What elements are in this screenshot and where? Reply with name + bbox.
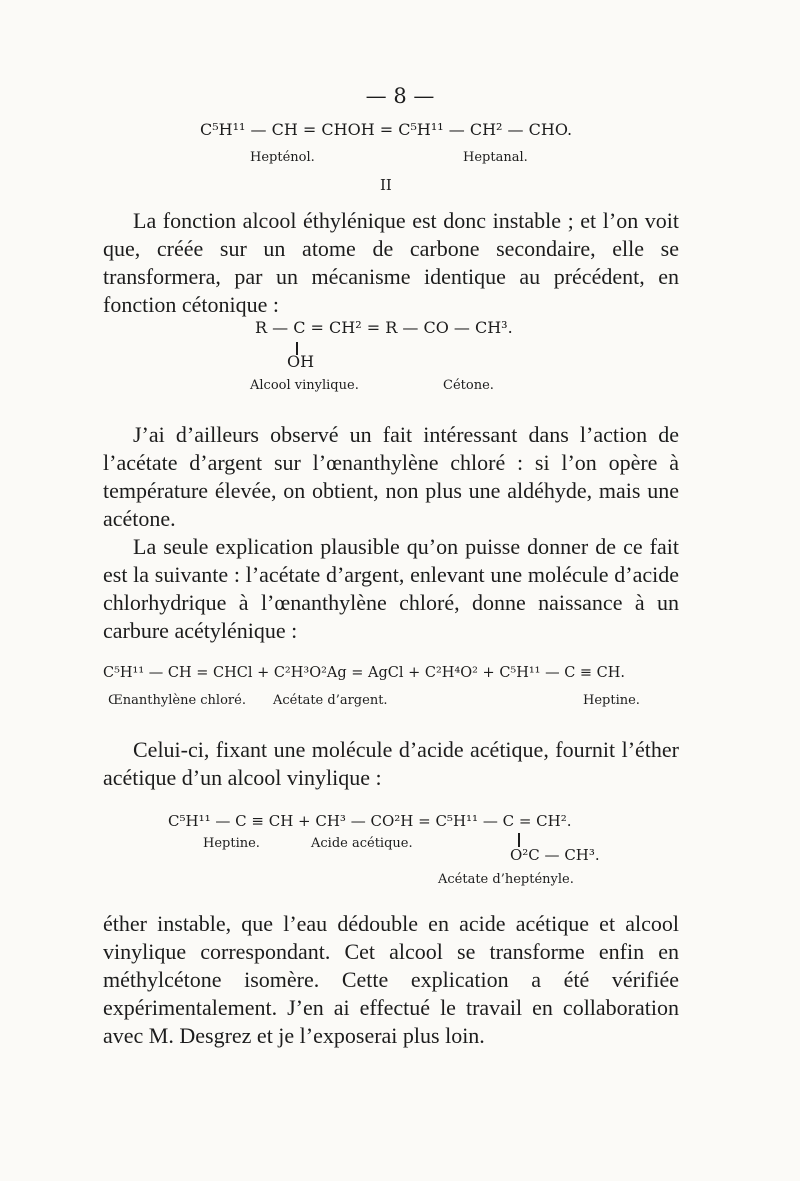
substituent-oh: OH (287, 352, 315, 371)
label-heptine: Heptine. (583, 693, 640, 708)
equation-alcool-vinylique-cetone: R — C = CH² = R — CO — CH³. (255, 318, 513, 337)
paragraph-observation: J’ai d’ailleurs observé un fait intéressant dans l’action de l’acétate d’argent sur l’œnanthylène chloré : si l’on opère à température élevée, on obtient, non plus une aldéhyde, mais une acétone. (103, 422, 679, 531)
equation-heptine-formation: C⁵H¹¹ — CH = CHCl + C²H³O²Ag = AgCl + C²H⁴O² + C⁵H¹¹ — C ≡ CH. (103, 665, 626, 681)
paragraph-ether-instable: éther instable, que l’eau dédouble en acide acétique et alcool vinylique correspondant. Cet alcool se transforme enfin en méthylcétone isomère. Cette explication a été vérifiée expérimentalement. J’en ai effectué le travail en collaboration avec M. Desgrez et je l’exposerai plus loin. (103, 911, 679, 1048)
label-heptenol: Hepténol. (250, 150, 315, 165)
section-roman-numeral: II (380, 176, 392, 194)
paragraph-fonction-alcool: La fonction alcool éthylénique est donc instable ; et l’on voit que, créée sur un atome de carbone secondaire, elle se transformera, par un mécanisme identique au précédent, en fonction cétonique : (103, 208, 679, 317)
label-acide-acetique: Acide acétique. (311, 836, 413, 851)
label-heptanal: Heptanal. (463, 150, 528, 165)
label-oenanthylene-chlore: Œnanthylène chloré. (108, 693, 246, 708)
equation-acetate-heptenyle: C⁵H¹¹ — C ≡ CH + CH³ — CO²H = C⁵H¹¹ — C = CH². (168, 812, 572, 830)
paragraph-explication: La seule explication plausible qu’on puisse donner de ce fait est la suivante : l’acétate d’argent, enlevant une molécule d’acide chlorhydrique à l’œnanthylène chloré, donne naissance à un carbure acétylénique : (103, 534, 679, 643)
equation-heptenol-heptanal: C⁵H¹¹ — CH = CHOH = C⁵H¹¹ — CH² — CHO. (200, 120, 573, 139)
paragraph-celui-ci: Celui-ci, fixant une molécule d’acide acétique, fournit l’éther acétique d’un alcool vinylique : (103, 737, 679, 790)
page-number: — 8 — (365, 84, 435, 108)
label-alcool-vinylique: Alcool vinylique. (250, 378, 359, 393)
label-acetate-argent: Acétate d’argent. (273, 693, 388, 708)
label-cetone: Cétone. (443, 378, 494, 393)
label-acetate-heptenyle: Acétate d’hepténylе. (438, 872, 574, 887)
bond-line (518, 833, 520, 847)
substituent-acetate: O²C — CH³. (510, 846, 600, 864)
label-heptine-2: Heptine. (203, 836, 260, 851)
